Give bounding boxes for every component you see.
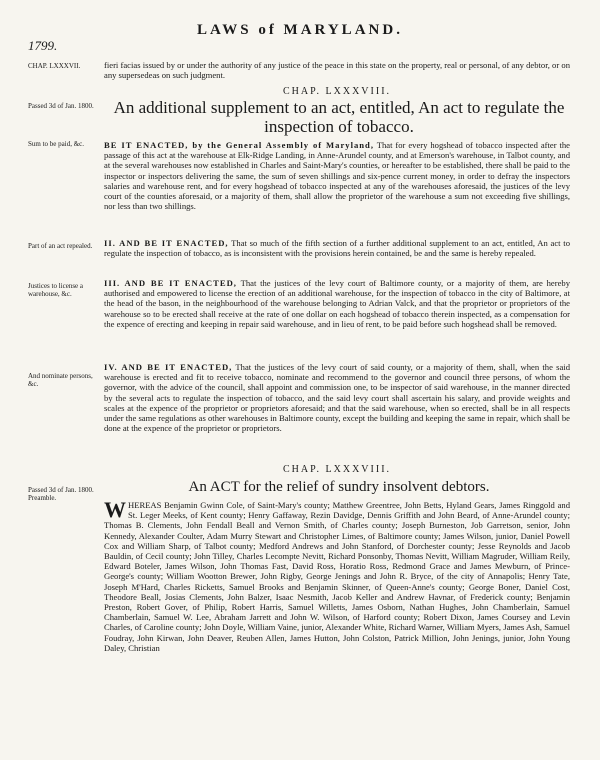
section-3-margin: Justices to license a warehouse, &c. bbox=[28, 282, 84, 298]
chap-87-label: CHAP. LXXXVII. bbox=[28, 62, 81, 70]
page-year: 1799. bbox=[28, 38, 58, 53]
section-2-lead: II. AND BE IT ENACTED, bbox=[104, 238, 229, 248]
chap-89-text bbox=[104, 497, 570, 653]
drop-cap: W bbox=[104, 497, 126, 522]
section-1-lead: BE IT ENACTED, by the General Assembly of Maryland, bbox=[104, 140, 374, 150]
section-3-lead: III. AND BE IT ENACTED, bbox=[104, 278, 237, 288]
section-2 bbox=[104, 238, 570, 258]
section-3 bbox=[104, 278, 570, 329]
section-2-margin: Part of an act repealed. bbox=[28, 242, 93, 250]
chap-89-body: HEREAS Benjamin Gwinn Cole, of Saint-Mary's county; Matthew Greentree, John Betts, Hyland Gears, James Ringgold and St. Leger Meeks, of Kent county; Henry Gaffaway, Rezin Davidge, Dennis Griffith and John Beard, of Anne-Arundel county; Thomas B. Clements, John Fendall Beall and Vernon Smith, of Charles county; Joseph Burneston, Job Garretson, senior, John Kennedy, Alexander Coulter, Adam Murry Stewart and Christopher Limes, of Baltimore county; James Wilson, junior, Daniel Powell Cox and William Sharp, of Talbot county; Medford Andrews and John Stanford, of Dorchester county; Jesse Reynolds and Jacob Bauldin, of Cecil county; John Tilley, Charles Lecompte Nevitt, Richard Ponsonby, Thomas Nevitt, William Magruder, William Reily, Edward Boteler, James Wilson, John Thomas Fast, David Ross, Horatio Ross, Redmond Grace and James Mewburn, of Prince-George's county; William Wootton Brewer, John Rigby, George Jenings and John R. Bryce, of the city of Annapolis; Henry Tate, Joseph M'Hard, Charles Ricketts, Samuel Brooks and Benjamin Skinner, of Queen-Anne's county; George Boner, Daniel Cost, Theodore Beall, Josias Clements, John Balzer, Isaac Nesmith, Jacob Keller and Andrew Havnar, of Frederick county; Benjamin Preston, Robert Gover, of Philip, Robert Harris, Samuel Willetts, James Osborn, Nathan Hughes, John Chamberlain, Samuel Chamberlain, Samuel W. Lee, Abraham Jarrett and John W. Wilson, of Harford county; Robert Dixon, James Coursey and Levin Charles, of Caroline county; John Doyle, William Vaine, junior, Alexander White, Richard Warner, William Myers, James Ash, Samuel Foudray, John Kirwan, John Deaver, Reuben Allen, James Hutton, John Colston, Patrick Million, John Jenings, junior, John Young Daley, Christian bbox=[104, 500, 570, 653]
section-4-lead: IV. AND BE IT ENACTED, bbox=[104, 362, 233, 372]
chap-88-passed: Passed 3d of Jan. 1800. bbox=[28, 102, 94, 110]
chap-89-title: An ACT for the relief of sundry insolvent debtors. bbox=[188, 479, 490, 495]
section-4-margin: And nominate persons, &c. bbox=[28, 372, 93, 388]
chap-88-heading: CHAP. LXXXVIII. bbox=[282, 86, 392, 97]
chap-88-title: An additional supplement to an act, entitled, An act to regulate the inspection of tobacco. bbox=[113, 98, 565, 136]
section-1-text: That for every hogshead of tobacco inspected after the passage of this act at the warehouse at Elk-Ridge Landing, in Anne-Arundel county, and at Emerson's warehouse, in Talbot county, and at the several warehouses now established in Charles and Saint-Mary's counties, or hereafter to be established, there shall be paid to the inspector or inspectors delivering the same, the sum of seven shillings and six-pence current money, in order to defray the inspectors salaries and warehouse rent, and for every hogshead of tobacco inspected at any of the warehouses aforesaid, the justices of the levy court of the counties aforesaid, or a majority of them, shall allow the proprietor of the warehouse a sum not exceeding five shillings, nor less than two shillings. bbox=[104, 140, 570, 212]
chap-89-margin: Passed 3d of Jan. 1800. Preamble. bbox=[28, 486, 94, 502]
section-2-text: That so much of the fifth section of a further additional supplement to an act, entitled, An act to regulate the inspection of tobacco, as is inconsistent with the provisions herein contained, be and the same is hereby repealed. bbox=[104, 238, 570, 259]
section-3-text: That the justices of the levy court of Baltimore county, or a majority of them, are hereby authorised and empowered to license the erection of an additional warehouse, for the inspection of tobacco in the city of Baltimore, at the head of the bason, in the neighbourhood of the warehouse belonging to Adrian Valck, and that the proprietor or proprietors of the warehouse so to be erected shall receive at the rate of one dollar on each hogshead of tobacco therein inspected, as a compensation for the expence of erecting and keeping in repair said warehouse, and in lieu of rent, to be paid before such hogshead shall be removed. bbox=[104, 278, 571, 329]
section-1-margin: Sum to be paid, &c. bbox=[28, 140, 84, 148]
running-title: LAWS of MARYLAND. bbox=[197, 22, 403, 38]
section-4-text: That the justices of the levy court of said county, or a majority of them, shall, when the said warehouse is erected and fit to receive tobacco, nominate and recommend to the governor and council three persons, of whom the governor, with the advice of the council, shall appoint and commission one, to be inspector of said warehouse, in the manner directed by the several acts to regulate the inspection of tobacco, and the said levy court shall ascertain his salary, and provide weights and scales at the expence of the proprietor or proprietors aforesaid; and that the said warehouse, when so erected, shall be in all respects under the same regulations as other warehouses in Baltimore county, except the building and keeping the same in repair, which shall be done at the expence of the proprietor or proprietors. bbox=[104, 362, 570, 434]
chap-87-text: fieri facias issued by or under the authority of any justice of the peace in this state on the property, real or personal, of any debtor, or on any supersedeas on such judgment. bbox=[104, 60, 570, 81]
section-1 bbox=[104, 140, 570, 211]
chap-89-heading: CHAP. LXXXVIII. bbox=[282, 464, 392, 475]
section-4 bbox=[104, 362, 570, 433]
